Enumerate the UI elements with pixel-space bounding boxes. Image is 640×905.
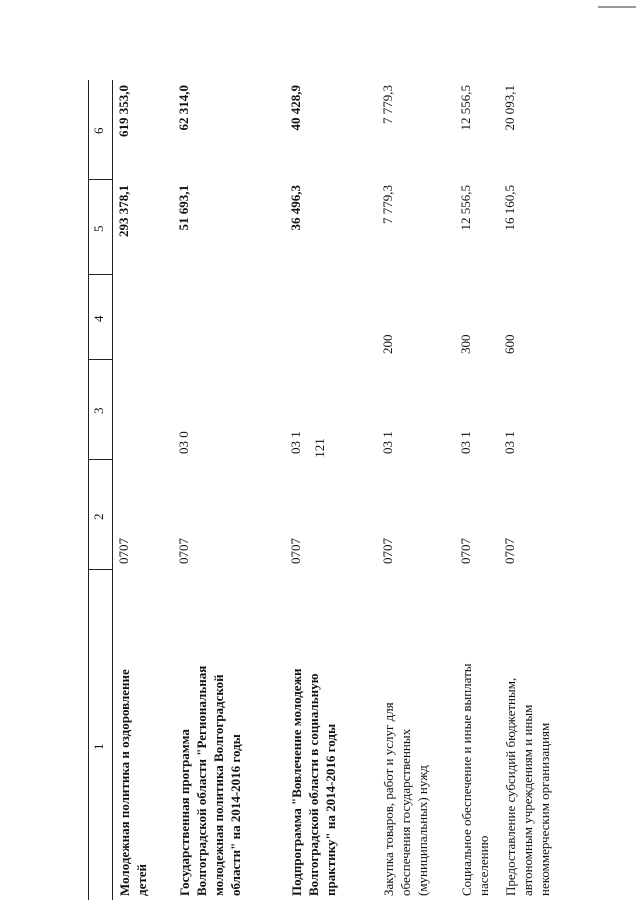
col-divider xyxy=(88,179,112,180)
row-value-2015: 7 779,3 xyxy=(380,185,395,224)
row-value-2016: 12 556,5 xyxy=(458,85,473,131)
row-section-code: 0707 xyxy=(176,538,191,564)
col-header-6: 6 xyxy=(91,127,106,134)
row-section-code: 0707 xyxy=(288,538,303,564)
row-value-2015: 293 378,1 xyxy=(116,185,131,237)
row-name: Молодежная политика и оздоровление детей xyxy=(117,669,149,896)
col-divider xyxy=(88,569,112,570)
row-program-code: 03 1 xyxy=(502,431,517,454)
header-bottom-rule xyxy=(112,80,113,900)
col-divider xyxy=(88,274,112,275)
row-section-code: 0707 xyxy=(380,538,395,564)
page-number: 121 xyxy=(312,438,327,458)
row-program-code: 03 1 xyxy=(380,431,395,454)
row-value-2016: 619 353,0 xyxy=(116,85,131,137)
col-header-5: 5 xyxy=(91,225,106,232)
scan-edge-mark xyxy=(598,6,636,8)
col-header-3: 3 xyxy=(91,407,106,414)
row-expense-type: 300 xyxy=(458,334,473,354)
row-name: Закупка товаров, работ и услуг для обеспечения государственных (муниципальных) нужд xyxy=(381,702,430,896)
row-value-2016: 40 428,9 xyxy=(288,85,303,131)
row-program-code: 03 1 xyxy=(458,431,473,454)
row-expense-type: 600 xyxy=(502,334,517,354)
col-divider xyxy=(88,459,112,460)
row-program-code: 03 1 xyxy=(288,431,303,454)
row-section-code: 0707 xyxy=(116,538,131,564)
row-name: Социальное обеспечение и иные выплаты населению xyxy=(459,663,491,896)
col-divider xyxy=(88,359,112,360)
col-header-4: 4 xyxy=(91,315,106,322)
row-value-2015: 12 556,5 xyxy=(458,185,473,231)
row-name: Подпрограмма "Вовлечение молодежи Волгоградской области в социальную практику" на 2014-2016 годы xyxy=(289,668,338,896)
row-expense-type: 200 xyxy=(380,334,395,354)
row-name: Государственная программа Волгоградской области "Региональная молодежная политика Волгоградской области" на 2014-2016 годы xyxy=(177,665,243,896)
row-program-code: 03 0 xyxy=(176,431,191,454)
rotated-table-area xyxy=(88,80,608,900)
row-value-2015: 16 160,5 xyxy=(502,185,517,231)
row-value-2015: 36 496,3 xyxy=(288,185,303,231)
row-section-code: 0707 xyxy=(502,538,517,564)
row-name: Предоставление субсидий бюджетным, автономным учреждениям и иным некоммерческим организациям xyxy=(503,677,552,896)
col-header-2: 2 xyxy=(91,513,106,520)
row-section-code: 0707 xyxy=(458,538,473,564)
table-top-rule xyxy=(88,80,89,900)
budget-table xyxy=(88,80,608,900)
row-value-2016: 20 093,1 xyxy=(502,85,517,131)
row-value-2016: 62 314,0 xyxy=(176,85,191,131)
col-header-1: 1 xyxy=(91,743,106,750)
row-value-2015: 51 693,1 xyxy=(176,185,191,231)
row-value-2016: 7 779,3 xyxy=(380,85,395,124)
